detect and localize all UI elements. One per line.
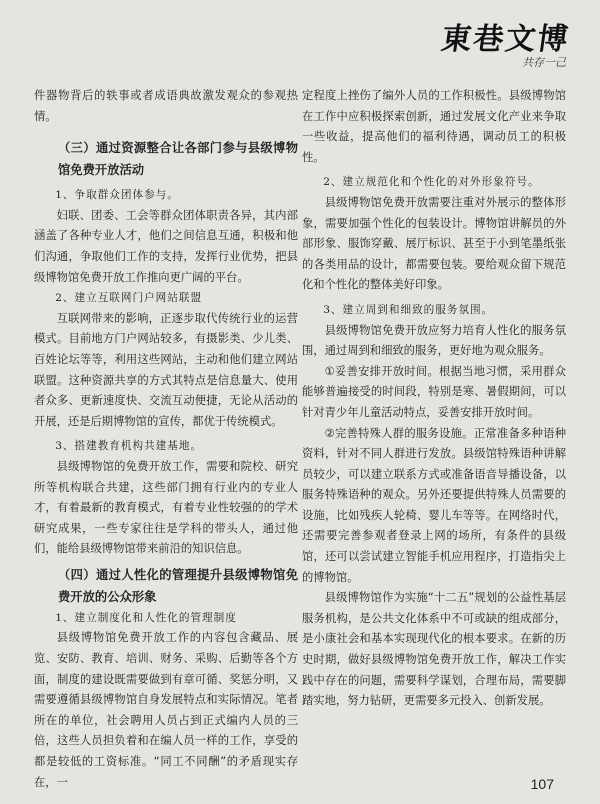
subsection-heading: 2、建立规范化和个性化的对外形象符号。 [323, 176, 540, 189]
paragraph: 互联网带来的影响，正逐步取代传统行业的运营模式。目前地方门户网站较多，有摄影类、少儿类、百姓论坛等等，利用这些网站，主动和他们建立网站联盟。这种资源共享的方式其特点是信息量大、使用者众多、更新速度快、交流互动便捷，无论从活动的开展，还是后期博物馆的宣传，都优于传统模式。 [34, 311, 298, 428]
subsection-heading: 3、建立周到和细致的服务氛围。 [323, 303, 494, 316]
paragraph: 妇联、团委、工会等群众团体职责各异，其内部涵盖了各种专业人才，他们之间信息互通，积极和他们沟通，争取他们工作的支持，发挥行业优势，把县级博物馆免费开放工作推向更广阔的平台。 [34, 208, 298, 284]
left-column [34, 86, 298, 793]
paragraph: ①妥善安排开放时间。根据当地习惯，采用群众能够普遍接受的时间段，特别是寒、暑假期间，可以针对青少年儿童活动特点，妥善安排开放时间。 [302, 364, 566, 419]
subsection-heading: 1、争取群众团体参与。 [55, 189, 179, 202]
continued-text: 定程度上挫伤了编外人员的工作积极性。县级博物馆在工作中应积极探索创新，通过发展文化产业来争取一些收益，提高他们的福利待遇，调动员工的积极性。 [302, 89, 566, 164]
subsection-heading: 2、建立互联网门户网站联盟 [55, 292, 203, 305]
paragraph: 县级博物馆免费开放需要注重对外展示的整体形象，需要加强个性化的包装设计。博物馆讲解员的外部形象、服饰穿戴、展厅标识、甚至于小到笔墨纸张的各类用品的设计，都需要包装。要给观众留下规范化和个性化的整体美好印象。 [302, 195, 566, 292]
section-heading: （三）通过资源整合让各部门参与县级博物馆免费开放活动 [58, 141, 298, 178]
masthead-title: 東巷文博 [439, 22, 572, 57]
subsection-heading: 1、建立制度化和人性化的管理制度 [55, 611, 237, 624]
subsection-heading: 3、搭建教育机构共建基地。 [55, 440, 203, 453]
section-heading: （四）通过人性化的管理提升县级博物馆免费开放的公众形象 [58, 567, 298, 604]
paragraph: 县级博物馆免费开放工作的内容包含藏品、展览、安防、教育、培训、财务、采购、后勤等各个方面，制度的建设既需要做到有章可循、奖惩分明，又需要遵循县级博物馆自身发展特点和实际情况。笔者所在的单位，社会聘用人员占到正式编内人员的三倍，这些人员担负着和在编人员一样的工作，享受的都是较低的工资标准。“同工不同酬”的矛盾现实存在，一 [34, 631, 298, 789]
paragraph: 县级博物馆免费开放应努力培育人性化的服务氛围，通过周到和细致的服务，更好地为观众服务。 [302, 323, 566, 358]
continued-text: 件器物背后的轶事或者成语典故激发观众的参观热情。 [34, 89, 298, 123]
page-number: 107 [530, 776, 554, 792]
paragraph: 县级博物馆作为实施“十二五”规划的公益性基层服务机构，是公共文化体系中不可或缺的组成部分，是小康社会和基本实现现代化的根本要求。在新的历史时期，做好县级博物馆免费开放工作，解决工作实践中存在的问题，需要科学谋划，合理布局，需要脚踏实地，努力钻研，更需要多元投入、创新发展。 [302, 591, 566, 708]
paragraph: ②完善特殊人群的服务设施。正常准备多种语种资料，针对不同人群进行发放。县级馆特殊语种讲解员较少，可以建立联系方式或准备语音导播设备，以服务特殊语种的观众。另外还要提供特殊人员需要的设施，比如残疾人轮椅、婴儿车等等。在网络时代，还需要完善参观者登录上网的场所，有条件的县级馆，还可以尝试建立智能手机应用程序，打造指尖上的博物馆。 [302, 426, 566, 584]
right-column [302, 86, 566, 712]
paragraph: 县级博物馆的免费开放工作，需要和院校、研究所等机构联合共建，这些部门拥有行业内的专业人才，有着最新的教育模式，有着专业性较强的的学术研究成果，一些专家往往是学科的带头人，通过他们，能给县级博物馆带来前沿的知识信息。 [34, 459, 298, 556]
masthead [440, 14, 570, 74]
masthead-signature: 共存一己 [522, 56, 566, 69]
